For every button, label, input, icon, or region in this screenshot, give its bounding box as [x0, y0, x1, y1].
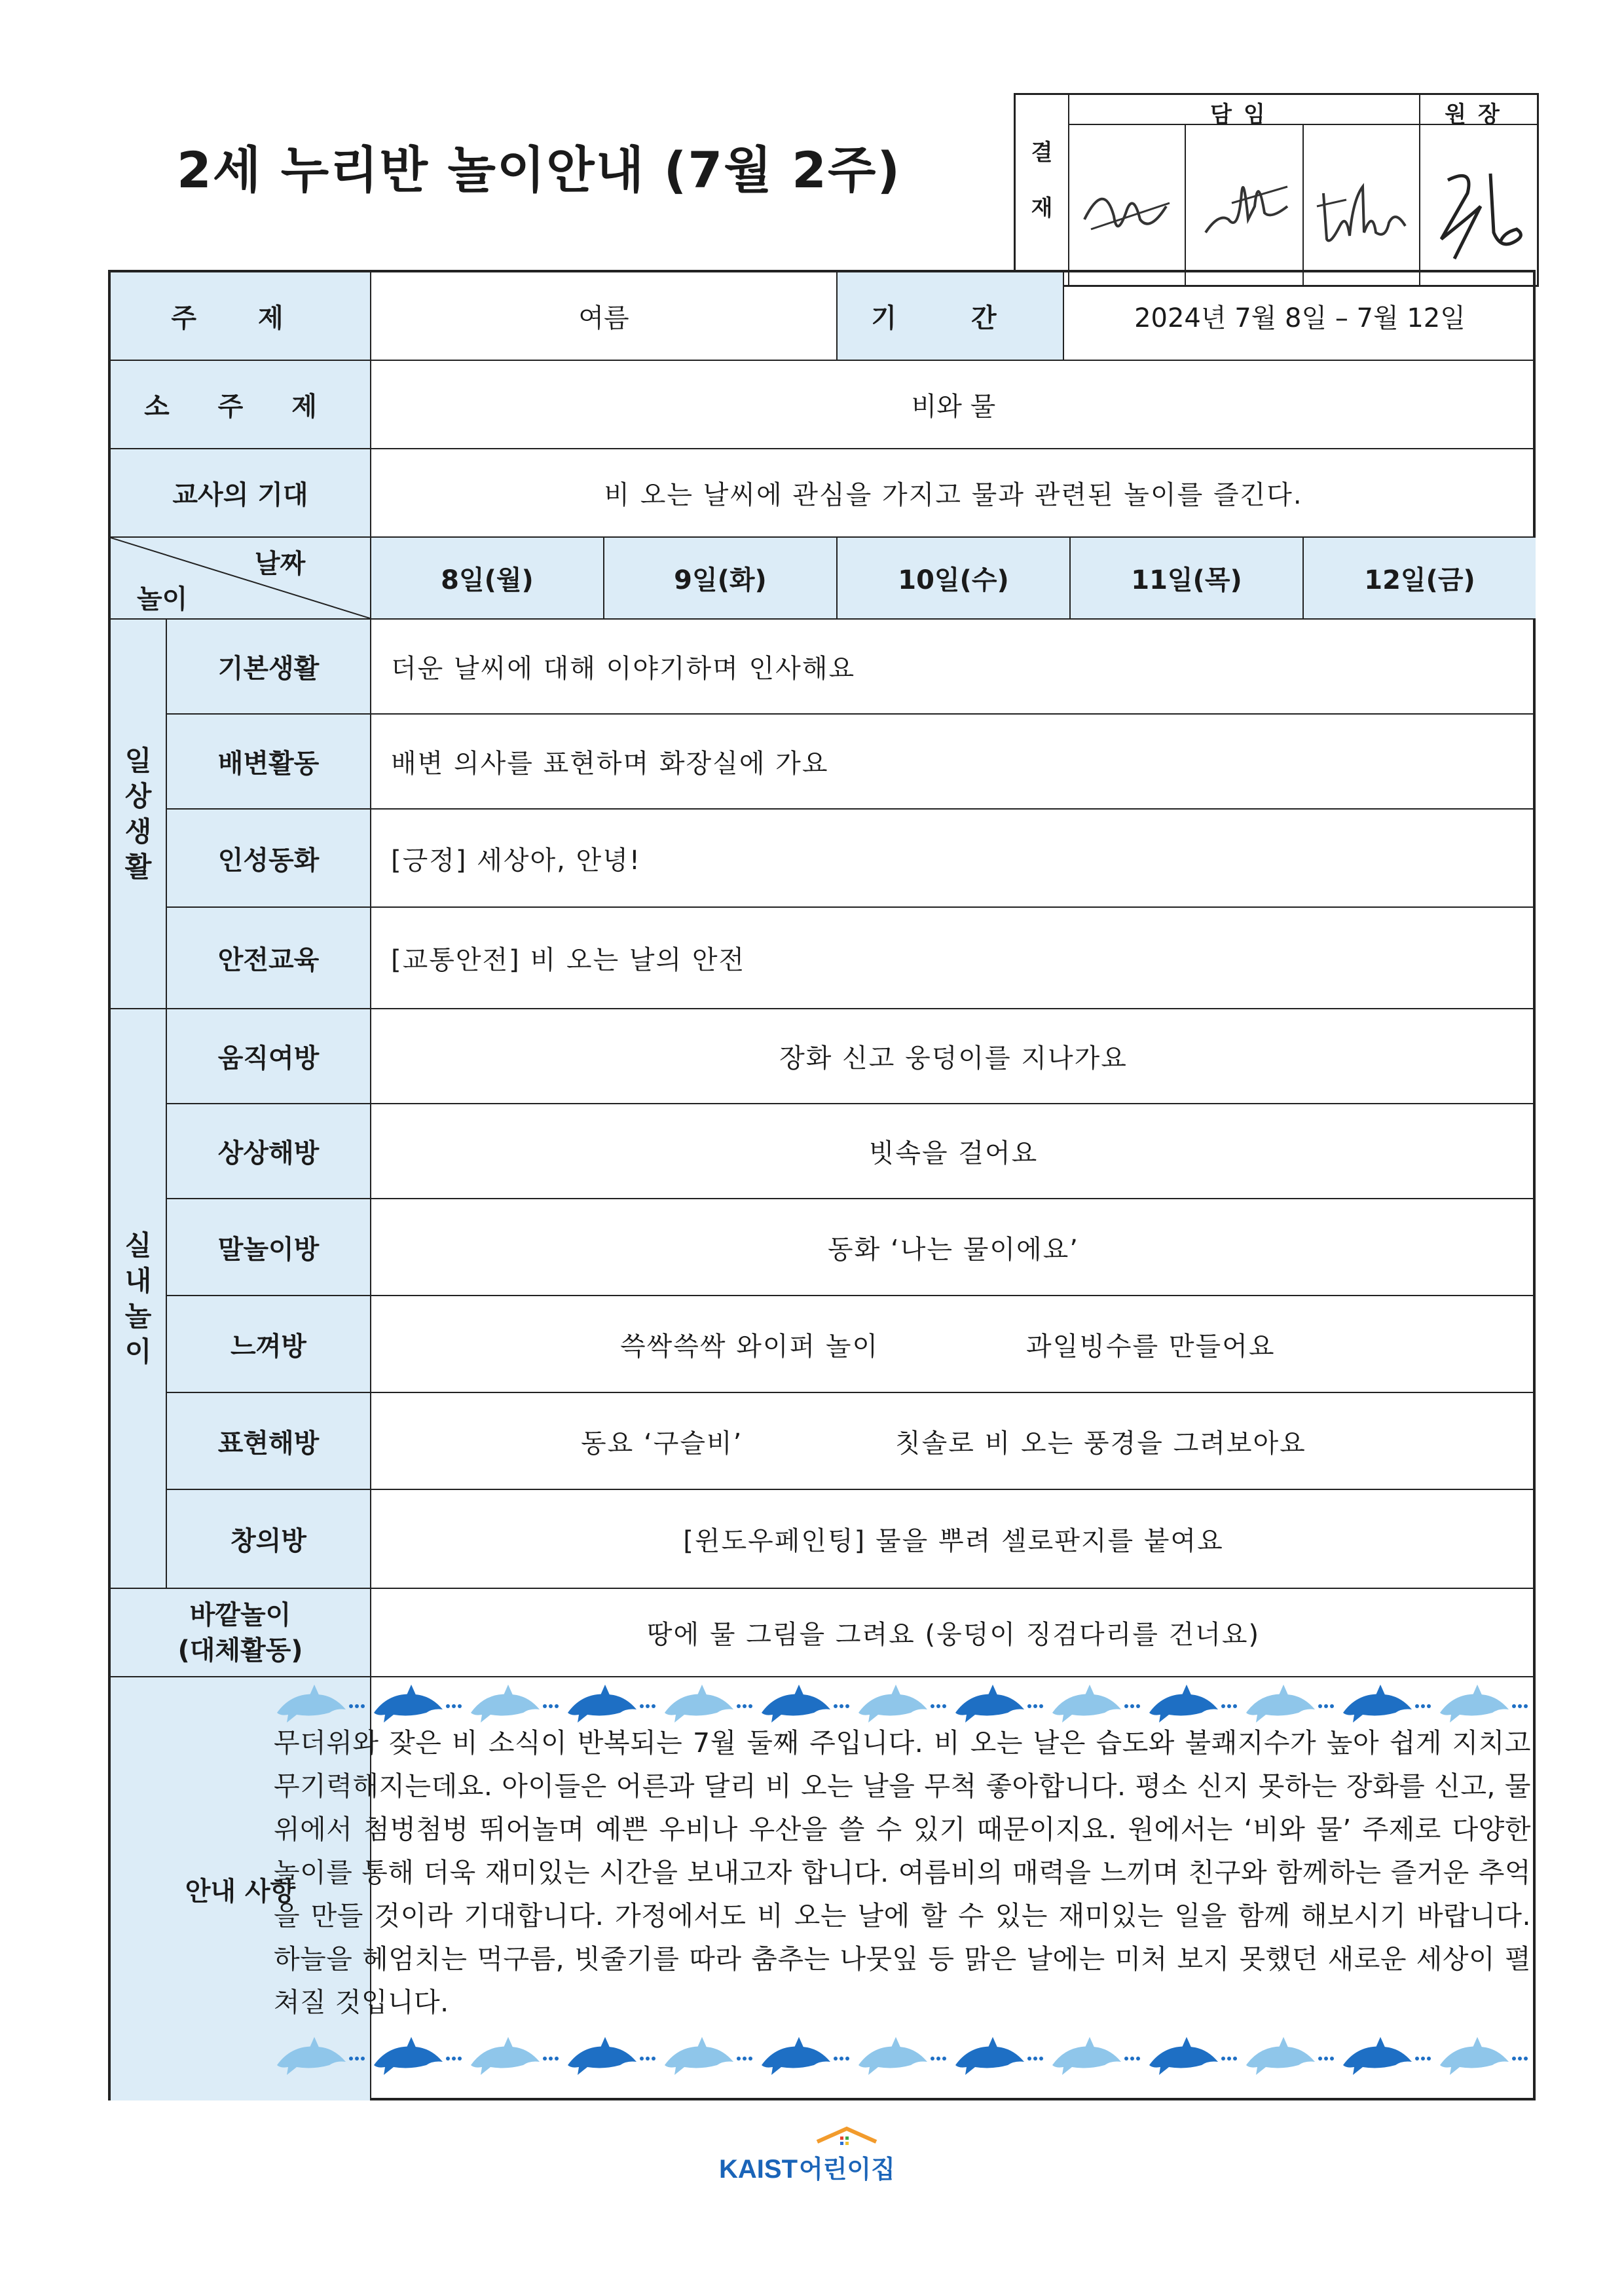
dot-icon	[452, 1704, 456, 1708]
dot-icon	[1524, 2057, 1528, 2061]
day-header: 9일(화)	[604, 538, 838, 620]
dot-icon	[640, 2057, 644, 2061]
dot-icon	[349, 1704, 353, 1708]
dolphin-icon	[955, 2037, 1024, 2075]
dolphin-border-bottom	[274, 2029, 1531, 2081]
period-value: 2024년 7월 8일 – 7월 12일	[1064, 272, 1536, 361]
dot-icon	[743, 2057, 747, 2061]
dot-icon	[1027, 2057, 1031, 2061]
dot-icon	[1415, 2057, 1419, 2061]
theme-label: 주 제	[111, 272, 371, 361]
dolphin-icon	[1343, 2037, 1412, 2075]
dot-icon	[549, 2057, 553, 2061]
dot-icon	[942, 1704, 946, 1708]
dot-icon	[361, 2057, 365, 2061]
dolphin-icon	[471, 1685, 540, 1723]
dot-icon	[458, 1704, 462, 1708]
dot-icon	[1039, 1704, 1043, 1708]
indoor-row-label: 표현해방	[167, 1393, 371, 1490]
date-corner-top: 날짜	[255, 549, 306, 579]
indoor-row-value-pair	[371, 1296, 1536, 1393]
dot-icon	[646, 1704, 650, 1708]
dolphin-icon	[1440, 1685, 1509, 1723]
theme-value: 여름	[371, 272, 838, 361]
daily-row-label: 배변활동	[167, 715, 371, 810]
expectation-label: 교사의 기대	[111, 449, 371, 538]
period-label: 기 간	[838, 272, 1064, 361]
indoor-activity-2: 과일빙수를 만들어요	[1026, 1331, 1276, 1362]
day-header: 10일(수)	[838, 538, 1071, 620]
dot-icon	[355, 1704, 359, 1708]
indoor-row-label: 창의방	[167, 1490, 371, 1589]
dot-icon	[1221, 1704, 1225, 1708]
notice-text: 무더위와 잦은 비 소식이 반복되는 7월 둘째 주입니다. 비 오는 날은 습도와 불쾌지수가 높아 쉽게 지치고 무기력해지는데요. 아이들은 어른과 달리 비 오는 날을 무척 좋아합니다. 평소 신지 못하는 장화를 신고, 물 위에서 첨벙첨벙 뛰어놀며 예쁜 우비나 우산을 쓸 수 있기 때문이지요. 원에서는 ‘비와 물’ 주제로 다양한 놀이를 통해 더욱 재미있는 시간을 보내고자 합니다. 여름비의 매력을 느끼며 친구와 함께하는 즐거운 추억을 만들 것이라 기대합니다. 가정에서도 비 오는 날에 할 수 있는 재미있는 일을 함께 해보시기 바랍니다. 하늘을 헤엄치는 먹구름, 빗줄기를 따라 춤추는 나뭇잎 등 맑은 날에는 미처 보지 못했던 새로운 세상이 펼쳐질 것입니다.	[274, 1727, 1531, 2018]
indoor-row-label: 말놀이방	[167, 1199, 371, 1296]
daily-row-label: 안전교육	[167, 908, 371, 1009]
day-header: 8일(월)	[371, 538, 604, 620]
indoor-play-group-label: 실 내 놀 이	[111, 1009, 167, 1589]
dolphin-icon	[471, 2037, 540, 2075]
dot-icon	[1330, 2057, 1334, 2061]
logo-sub-text: 어린이집	[799, 2155, 895, 2184]
dot-icon	[1518, 1704, 1522, 1708]
dolphin-icon	[374, 2037, 443, 2075]
teacher-label: 담임	[1210, 102, 1277, 128]
subtheme-label: 소 주 제	[111, 361, 371, 449]
approval-box	[1014, 93, 1539, 287]
dot-icon	[355, 2057, 359, 2061]
approval-side-label-2: 재	[1031, 195, 1053, 221]
director-label: 원장	[1445, 102, 1511, 128]
dolphin-icon	[1246, 2037, 1315, 2075]
daily-row-value: [긍정] 세상아, 안녕!	[371, 810, 1536, 908]
kaist-daycare-logo	[719, 2122, 915, 2201]
dot-icon	[748, 2057, 752, 2061]
signature-director	[1428, 134, 1533, 278]
dolphin-icon	[858, 1685, 927, 1723]
dot-icon	[1136, 2057, 1140, 2061]
date-corner-bottom: 놀이	[137, 584, 188, 614]
indoor-row-label: 움직여방	[167, 1009, 371, 1104]
dot-icon	[446, 1704, 450, 1708]
dot-icon	[748, 1704, 752, 1708]
dot-icon	[652, 2057, 655, 2061]
dolphin-icon	[1149, 1685, 1218, 1723]
day-header: 11일(목)	[1071, 538, 1304, 620]
indoor-row-label: 느껴방	[167, 1296, 371, 1393]
indoor-row-value: [윈도우페인팅] 물을 뿌려 셀로판지를 붙여요	[371, 1490, 1536, 1589]
dot-icon	[1415, 1704, 1419, 1708]
dolphin-icon	[665, 1685, 733, 1723]
dot-icon	[1512, 1704, 1516, 1708]
dot-icon	[1124, 1704, 1128, 1708]
dot-icon	[1033, 1704, 1037, 1708]
dot-icon	[1427, 1704, 1431, 1708]
dot-icon	[1227, 2057, 1231, 2061]
dot-icon	[543, 2057, 547, 2061]
dot-icon	[1421, 1704, 1425, 1708]
daily-row-label: 인성동화	[167, 810, 371, 908]
dolphin-icon	[955, 1685, 1024, 1723]
dot-icon	[1524, 1704, 1528, 1708]
dot-icon	[1227, 1704, 1231, 1708]
signature-teacher-3	[1310, 147, 1415, 265]
dot-icon	[743, 1704, 747, 1708]
indoor-activity-2: 칫솔로 비 오는 풍경을 그려보아요	[895, 1428, 1306, 1459]
dot-icon	[834, 1704, 838, 1708]
dolphin-icon	[762, 1685, 830, 1723]
dot-icon	[737, 1704, 741, 1708]
outdoor-value: 땅에 물 그림을 그려요 (웅덩이 징검다리를 건너요)	[371, 1589, 1536, 1677]
dot-icon	[1233, 1704, 1237, 1708]
dot-icon	[555, 1704, 559, 1708]
indoor-row-value: 빗속을 걸어요	[371, 1104, 1536, 1199]
dot-icon	[1027, 1704, 1031, 1708]
dolphin-icon	[277, 2037, 346, 2075]
dolphin-icon	[762, 2037, 830, 2075]
dot-icon	[942, 2057, 946, 2061]
dolphin-icon	[665, 2037, 733, 2075]
dot-icon	[1427, 2057, 1431, 2061]
dolphin-icon	[858, 2037, 927, 2075]
approval-side-label-1: 결	[1031, 140, 1053, 166]
dot-icon	[543, 1704, 547, 1708]
dot-icon	[1324, 1704, 1328, 1708]
dot-icon	[1221, 2057, 1225, 2061]
signature-teacher-1	[1078, 141, 1176, 272]
dolphin-icon	[1440, 2037, 1509, 2075]
dot-icon	[1033, 2057, 1037, 2061]
dot-icon	[936, 2057, 940, 2061]
dot-icon	[840, 2057, 843, 2061]
dot-icon	[452, 2057, 456, 2061]
daily-row-label: 기본생활	[167, 620, 371, 715]
dot-icon	[640, 1704, 644, 1708]
dot-icon	[1130, 2057, 1134, 2061]
dot-icon	[458, 2057, 462, 2061]
dot-icon	[1330, 1704, 1334, 1708]
dot-icon	[555, 2057, 559, 2061]
dolphin-icon	[1149, 2037, 1218, 2075]
subtheme-value: 비와 물	[371, 361, 1536, 449]
dolphin-icon	[568, 2037, 637, 2075]
dot-icon	[652, 1704, 655, 1708]
dot-icon	[1233, 2057, 1237, 2061]
dot-icon	[1039, 2057, 1043, 2061]
daily-life-group-label: 일 상 생 활	[111, 620, 167, 1009]
daily-row-value: 배변 의사를 표현하며 화장실에 가요	[371, 715, 1536, 810]
dot-icon	[549, 1704, 553, 1708]
dot-icon	[834, 2057, 838, 2061]
dot-icon	[931, 2057, 934, 2061]
indoor-row-value: 장화 신고 웅덩이를 지나가요	[371, 1009, 1536, 1104]
dot-icon	[1318, 1704, 1322, 1708]
indoor-activity-1: 쓱싹쓱싹 와이퍼 놀이	[620, 1331, 879, 1362]
date-corner-cell	[111, 538, 371, 620]
dolphin-icon	[568, 1685, 637, 1723]
dolphin-icon	[1246, 1685, 1315, 1723]
dot-icon	[1318, 2057, 1322, 2061]
dot-icon	[840, 1704, 843, 1708]
indoor-row-value: 동화 ‘나는 물이에요’	[371, 1199, 1536, 1296]
dot-icon	[646, 2057, 650, 2061]
document-title: 2세 누리반 놀이안내 (7월 2주)	[177, 141, 902, 199]
outdoor-label: 바깥놀이 (대체활동)	[111, 1589, 371, 1677]
dot-icon	[1124, 2057, 1128, 2061]
dot-icon	[1130, 1704, 1134, 1708]
dot-icon	[1518, 2057, 1522, 2061]
dolphin-icon	[1343, 1685, 1412, 1723]
dot-icon	[1324, 2057, 1328, 2061]
indoor-row-label: 상상해방	[167, 1104, 371, 1199]
logo-main-text: KAIST	[719, 2155, 798, 2184]
dot-icon	[361, 1704, 365, 1708]
dot-icon	[845, 2057, 849, 2061]
dot-icon	[1421, 2057, 1425, 2061]
indoor-activity-1: 동요 ‘구슬비’	[581, 1428, 743, 1459]
dolphin-icon	[277, 1685, 346, 1723]
dot-icon	[446, 2057, 450, 2061]
dot-icon	[1512, 2057, 1516, 2061]
dolphin-icon	[374, 1685, 443, 1723]
expectation-value: 비 오는 날씨에 관심을 가지고 물과 관련된 놀이를 즐긴다.	[371, 449, 1536, 538]
indoor-row-value-pair	[371, 1393, 1536, 1490]
dot-icon	[349, 2057, 353, 2061]
dot-icon	[931, 1704, 934, 1708]
dot-icon	[936, 1704, 940, 1708]
dolphin-icon	[1052, 2037, 1121, 2075]
dot-icon	[1136, 1704, 1140, 1708]
dot-icon	[737, 2057, 741, 2061]
daily-row-value: 더운 날씨에 대해 이야기하며 인사해요	[371, 620, 1536, 715]
signature-teacher-2	[1192, 134, 1297, 265]
dot-icon	[845, 1704, 849, 1708]
daily-row-value: [교통안전] 비 오는 날의 안전	[371, 908, 1536, 1009]
day-header: 12일(금)	[1304, 538, 1536, 620]
notice-label: 안내 사항	[111, 1677, 371, 2100]
dolphin-icon	[1052, 1685, 1121, 1723]
